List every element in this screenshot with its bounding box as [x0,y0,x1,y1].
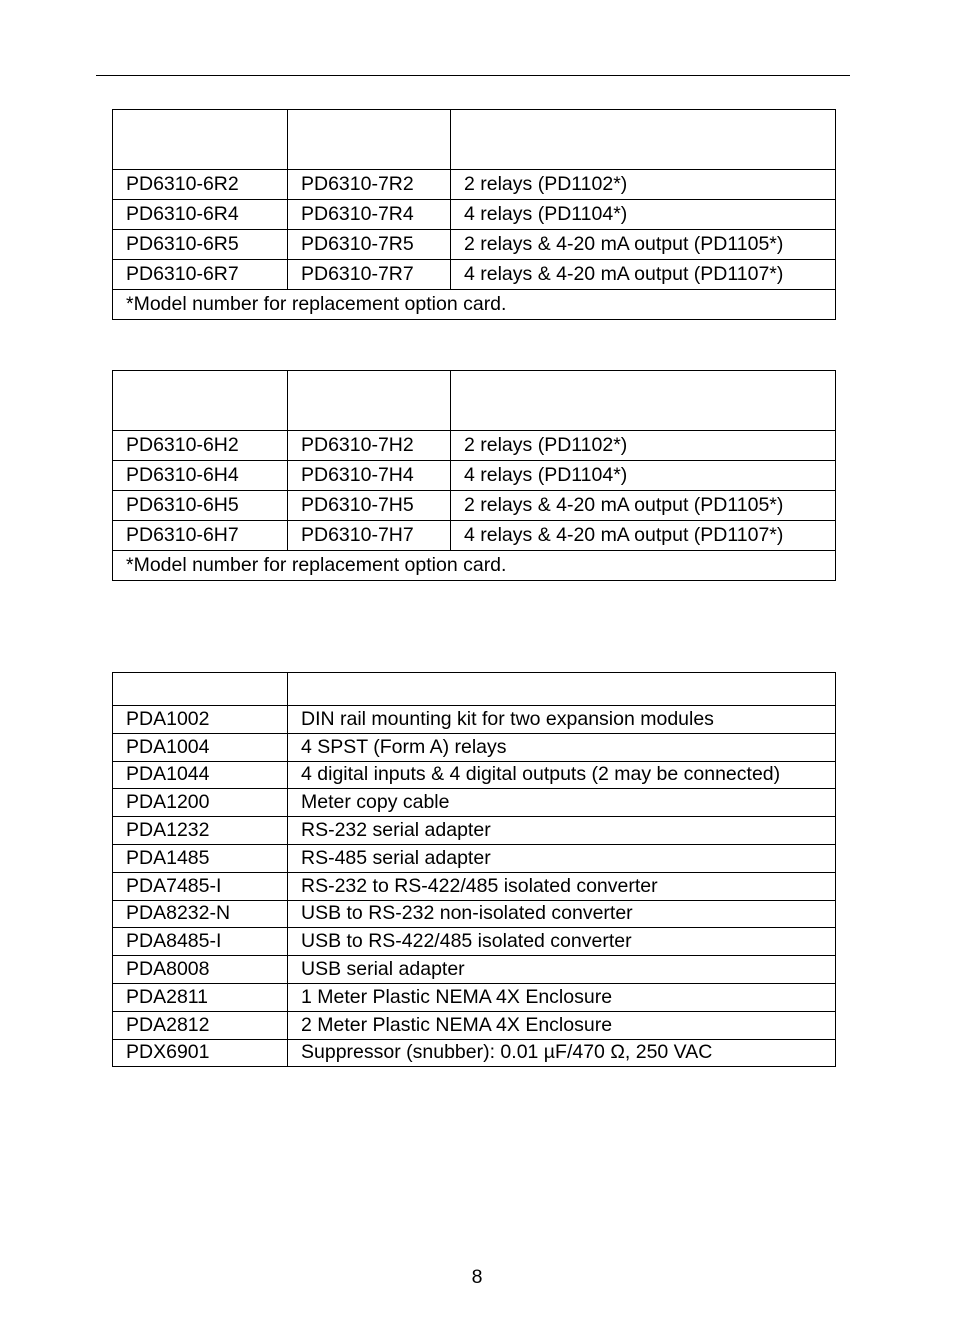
table-row [113,761,836,789]
accessories-table [112,672,836,1067]
model-cell: PD6310-6H4 [113,461,288,491]
model-cell: PDA1485 [113,844,288,872]
model-cell: PD6310-7H7 [288,521,451,551]
footnote-row [113,290,836,320]
model-cell: PD6310-6R2 [113,170,288,200]
description-cell: 2 Meter Plastic NEMA 4X Enclosure [288,1011,836,1039]
header-cell [288,371,451,431]
header-rule [96,75,850,76]
table-row [113,956,836,984]
footnote-row [113,551,836,581]
header-cell [113,371,288,431]
table-header-row [113,371,836,431]
option-cell: 2 relays (PD1102*) [451,170,836,200]
table-row [113,461,836,491]
relay-options-table [112,109,836,320]
description-cell: 4 digital inputs & 4 digital outputs (2 may be connected) [288,761,836,789]
model-cell: PDA2811 [113,983,288,1011]
model-cell: PD6310-6R7 [113,260,288,290]
table-row [113,491,836,521]
description-cell: RS-232 serial adapter [288,817,836,845]
table-row [113,844,836,872]
table-row [113,260,836,290]
model-cell: PD6310-7R2 [288,170,451,200]
table-row [113,789,836,817]
model-cell: PDX6901 [113,1039,288,1067]
model-cell: PDA8008 [113,956,288,984]
header-cell [113,110,288,170]
model-cell: PDA1200 [113,789,288,817]
footnote: *Model number for replacement option card. [113,551,836,581]
model-cell: PD6310-6R4 [113,200,288,230]
option-cell: 2 relays & 4-20 mA output (PD1105*) [451,491,836,521]
table-header-row [113,673,836,706]
table-row [113,230,836,260]
model-cell: PD6310-6R5 [113,230,288,260]
table-row [113,1039,836,1067]
model-cell: PDA7485-I [113,872,288,900]
option-cell: 4 relays & 4-20 mA output (PD1107*) [451,521,836,551]
option-cell: 4 relays (PD1104*) [451,461,836,491]
header-cell [288,673,836,706]
table-row [113,872,836,900]
description-cell: 4 SPST (Form A) relays [288,733,836,761]
table-row [113,200,836,230]
model-cell: PD6310-7R4 [288,200,451,230]
model-cell: PD6310-7R7 [288,260,451,290]
model-cell: PDA8232-N [113,900,288,928]
description-cell: RS-485 serial adapter [288,844,836,872]
header-cell [451,371,836,431]
model-cell: PD6310-6H5 [113,491,288,521]
model-cell: PD6310-7R5 [288,230,451,260]
description-cell: USB serial adapter [288,956,836,984]
description-cell: Meter copy cable [288,789,836,817]
description-cell: Suppressor (snubber): 0.01 µF/470 Ω, 250 VAC [288,1039,836,1067]
header-cell [288,110,451,170]
table-row [113,1011,836,1039]
description-cell: USB to RS-232 non-isolated converter [288,900,836,928]
option-cell: 2 relays & 4-20 mA output (PD1105*) [451,230,836,260]
model-cell: PDA2812 [113,1011,288,1039]
model-cell: PDA1004 [113,733,288,761]
header-cell [113,673,288,706]
table-row [113,733,836,761]
table-row [113,706,836,734]
model-cell: PDA8485-I [113,928,288,956]
model-cell: PD6310-7H2 [288,431,451,461]
table-row [113,928,836,956]
model-cell: PDA1044 [113,761,288,789]
model-cell: PD6310-6H2 [113,431,288,461]
model-cell: PD6310-7H5 [288,491,451,521]
option-cell: 4 relays (PD1104*) [451,200,836,230]
model-cell: PDA1002 [113,706,288,734]
table-row [113,521,836,551]
table-row [113,983,836,1011]
table-row [113,817,836,845]
footnote: *Model number for replacement option card. [113,290,836,320]
table-header-row [113,110,836,170]
table-row [113,170,836,200]
hart-options-table [112,370,836,581]
description-cell: DIN rail mounting kit for two expansion modules [288,706,836,734]
option-cell: 4 relays & 4-20 mA output (PD1107*) [451,260,836,290]
model-cell: PD6310-6H7 [113,521,288,551]
table-row [113,431,836,461]
table-row [113,900,836,928]
description-cell: RS-232 to RS-422/485 isolated converter [288,872,836,900]
header-cell [451,110,836,170]
option-cell: 2 relays (PD1102*) [451,431,836,461]
model-cell: PD6310-7H4 [288,461,451,491]
page-number: 8 [471,1266,483,1288]
description-cell: 1 Meter Plastic NEMA 4X Enclosure [288,983,836,1011]
description-cell: USB to RS-422/485 isolated converter [288,928,836,956]
model-cell: PDA1232 [113,817,288,845]
